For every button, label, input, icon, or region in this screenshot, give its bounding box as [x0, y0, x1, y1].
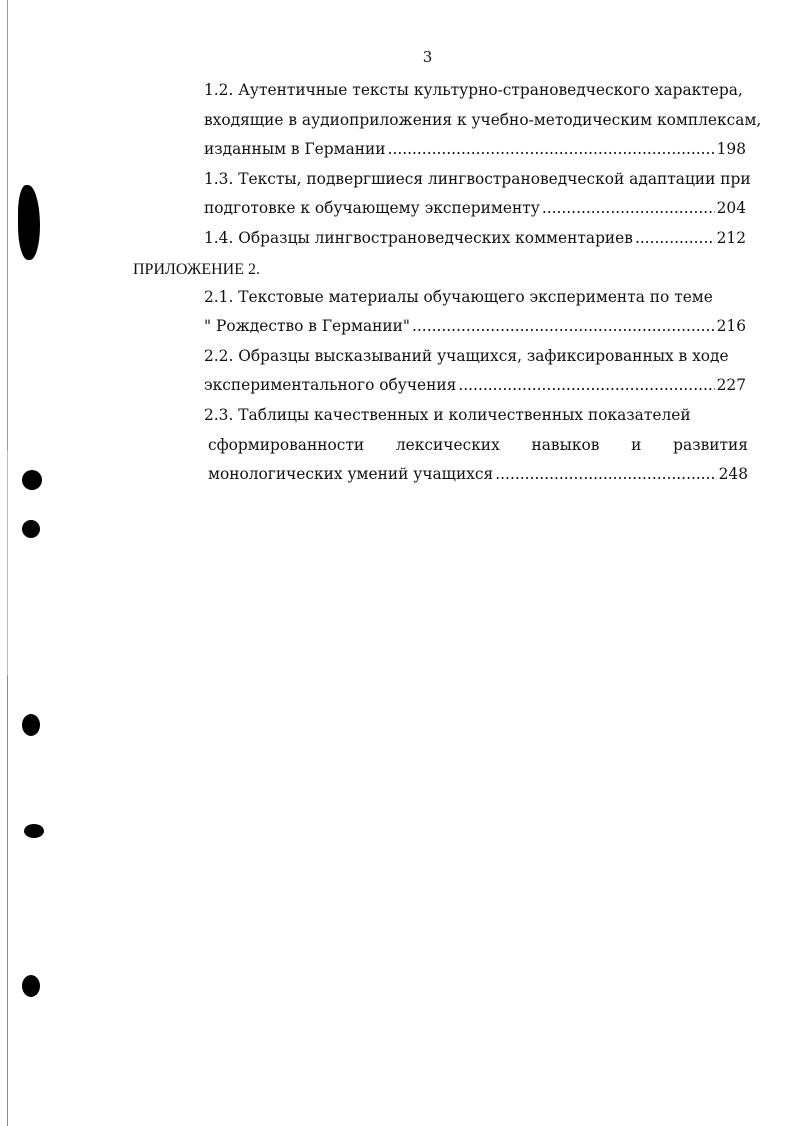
- toc-entry-2-2-line-1: 2.2. Образцы высказываний учащихся, зафиксированных в ходе: [204, 347, 729, 365]
- toc-entry-2-3-line-1: 2.3. Таблицы качественных и количественных показателей: [204, 406, 691, 424]
- scan-smudge: [24, 824, 44, 838]
- toc-page-number: 212: [716, 229, 746, 247]
- toc-entry-text: изданным в Германии: [204, 140, 386, 158]
- scan-margin-line: [7, 0, 8, 1126]
- toc-entry-2-3: [208, 464, 748, 484]
- toc-entry-text: монологических умений учащихся: [208, 465, 494, 483]
- toc-page-number: 198: [716, 140, 746, 158]
- toc-entry-1-2-line-1: 1.2. Аутентичные тексты культурно-страноведческого характера,: [204, 81, 743, 99]
- leader-dots: [388, 139, 715, 159]
- justified-word: сформированности: [208, 436, 365, 454]
- page-number: 3: [422, 48, 433, 66]
- toc-page-number: 227: [716, 376, 746, 394]
- binder-hole: [22, 975, 40, 997]
- toc-entry-2-1-line-1: 2.1. Текстовые материалы обучающего эксперимента по теме: [204, 288, 713, 306]
- appendix-2-heading: ПРИЛОЖЕНИЕ 2.: [133, 261, 261, 278]
- leader-dots: [458, 375, 714, 395]
- binder-hole: [22, 470, 42, 490]
- toc-entry-1-2: [204, 139, 746, 159]
- toc-entry-1-3: [204, 198, 746, 218]
- justified-word: развития: [673, 436, 748, 454]
- justified-word: навыков: [531, 436, 600, 454]
- toc-page-number: 216: [716, 317, 746, 335]
- leader-dots: [495, 464, 716, 484]
- binder-hole: [22, 714, 40, 736]
- toc-entry-text: подготовке к обучающему эксперименту: [204, 199, 540, 217]
- toc-entry-text: 1.4. Образцы лингвострановедческих комментариев: [204, 229, 633, 247]
- toc-entry-2-3-line-2: [208, 435, 748, 455]
- toc-entry-2-2: [204, 375, 746, 395]
- toc-page-number: 248: [718, 465, 748, 483]
- leader-dots: [542, 198, 715, 218]
- toc-entry-1-2-line-2: входящие в аудиоприложения к учебно-методическим комплексам,: [204, 111, 762, 129]
- toc-entry-1-3-line-1: 1.3. Тексты, подвергшиеся лингвострановедческой адаптации при: [204, 170, 751, 188]
- justified-word: и: [631, 436, 642, 454]
- toc-entry-1-4: [204, 228, 746, 248]
- toc-entry-text: " Рождество в Германии": [204, 317, 411, 335]
- leader-dots: [635, 228, 715, 248]
- toc-entry-text: экспериментального обучения: [204, 376, 457, 394]
- toc-entry-2-1: [204, 316, 746, 336]
- leader-dots: [412, 316, 715, 336]
- toc-page-number: 204: [716, 199, 746, 217]
- scan-smudge: [18, 185, 40, 260]
- binder-hole: [22, 520, 40, 538]
- justified-word: лексических: [395, 436, 500, 454]
